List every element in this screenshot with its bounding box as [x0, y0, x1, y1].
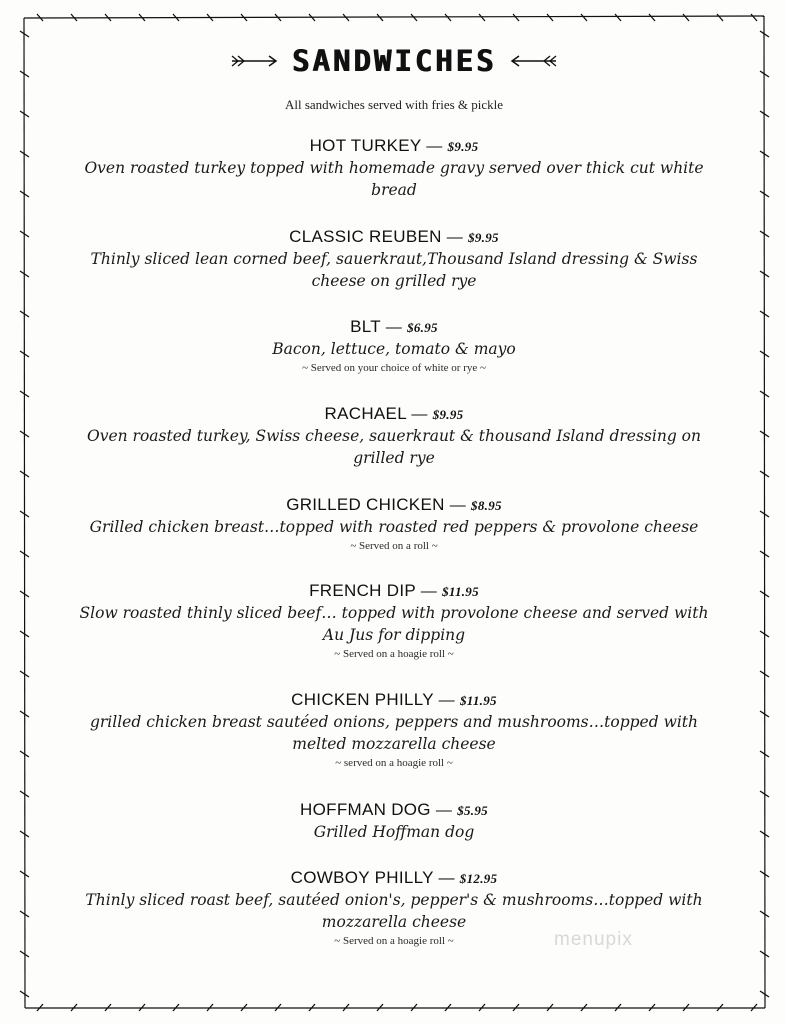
item-description: Grilled chicken breast…topped with roasted red peppers & provolone cheese: [89, 518, 699, 536]
menu-item-rachael: [74, 404, 714, 469]
item-description: Oven roasted turkey, Swiss cheese, sauerkraut & thousand Island dressing on grilled rye: [87, 427, 701, 467]
item-name: CLASSIC REUBEN: [289, 227, 442, 246]
menu-item-chicken-philly: [74, 690, 714, 772]
item-dash: —: [438, 692, 455, 709]
item-dash: —: [420, 583, 438, 600]
item-note: ~ Served on your choice of white or rye ~: [302, 362, 486, 374]
item-description: Thinly sliced lean corned beef, sauerkraut,Thousand Island dressing & Swiss cheese on grilled rye: [90, 250, 698, 290]
item-price: $9.95: [432, 407, 464, 422]
item-heading: [74, 690, 714, 711]
item-name: BLT: [350, 317, 381, 336]
item-description: grilled chicken breast sautéed onions, peppers and mushrooms…topped with melted mozzarella cheese: [89, 713, 699, 753]
right-arrow-icon: [510, 55, 558, 67]
menu-item-french-dip: [74, 581, 714, 663]
item-dash: —: [446, 229, 464, 246]
item-note: ~ Served on a hoagie roll ~: [334, 648, 454, 660]
item-heading: [74, 868, 714, 889]
menu-subtitle: All sandwiches served with fries & pickle: [284, 97, 504, 112]
item-price: $11.95: [442, 584, 479, 599]
item-description: Slow roasted thinly sliced beef… topped with provolone cheese and served with Au Jus for dipping: [79, 604, 709, 644]
item-note: ~ Served on a roll ~: [350, 540, 438, 552]
item-heading: [74, 800, 714, 821]
item-name: RACHAEL: [324, 404, 407, 423]
menu-page: [24, 18, 764, 1008]
item-note: ~ Served on a hoagie roll ~: [334, 935, 454, 947]
item-price: $6.95: [407, 320, 438, 335]
left-arrow-icon: [230, 55, 278, 67]
item-heading: [74, 136, 714, 157]
menu-header: [24, 44, 764, 78]
item-dash: —: [385, 319, 403, 336]
item-name: GRILLED CHICKEN: [286, 495, 445, 514]
item-price: $12.95: [459, 871, 498, 886]
item-dash: —: [438, 870, 455, 887]
menu-item-grilled-chicken: [74, 495, 714, 555]
item-name: HOFFMAN DOG: [300, 800, 431, 819]
item-price: $9.95: [447, 139, 479, 154]
item-heading: [74, 227, 714, 248]
menu-item-classic-reuben: [74, 227, 714, 292]
item-price: $11.95: [459, 693, 497, 708]
item-price: $5.95: [457, 803, 488, 818]
item-description: Thinly sliced roast beef, sautéed onion's, pepper's & mushrooms…topped with mozzarella cheese: [85, 891, 703, 931]
item-name: CHICKEN PHILLY: [291, 690, 434, 709]
menu-title: SANDWICHES: [291, 44, 497, 78]
item-dash: —: [449, 497, 467, 514]
item-description: Bacon, lettuce, tomato & mayo: [272, 340, 516, 358]
item-dash: —: [426, 138, 443, 155]
item-dash: —: [435, 802, 453, 819]
item-description: Oven roasted turkey topped with homemade gravy served over thick cut white bread: [84, 159, 704, 199]
item-dash: —: [411, 406, 428, 423]
item-name: FRENCH DIP: [309, 581, 416, 600]
item-price: $8.95: [471, 498, 502, 513]
item-price: $9.95: [468, 230, 499, 245]
item-heading: [74, 404, 714, 425]
menu-item-hoffman-dog: [74, 800, 714, 843]
menu-item-hot-turkey: [74, 136, 714, 201]
item-name: COWBOY PHILLY: [290, 868, 434, 887]
item-heading: [74, 495, 714, 516]
item-heading: [74, 317, 714, 338]
item-heading: [74, 581, 714, 602]
item-name: HOT TURKEY: [309, 136, 422, 155]
item-note: ~ served on a hoagie roll ~: [335, 757, 453, 769]
item-description: Grilled Hoffman dog: [313, 823, 475, 841]
watermark-text: menupix: [554, 929, 633, 950]
menu-item-blt: [74, 317, 714, 377]
